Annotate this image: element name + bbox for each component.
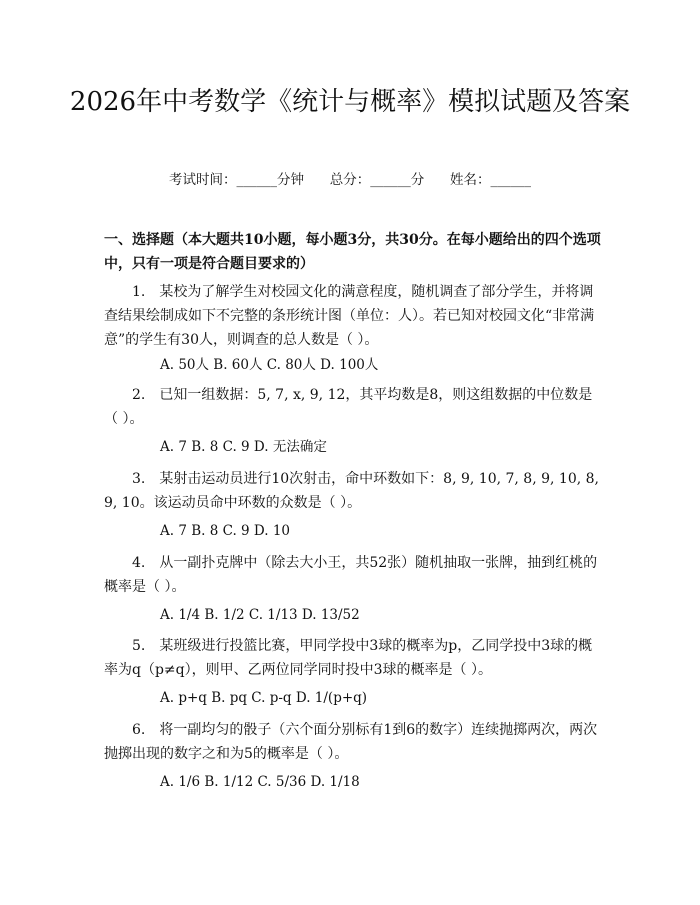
question-2-options: A. 7 B. 8 C. 9 D. 无法确定 [160,439,327,455]
question-4-stem: 4. 从一副扑克牌中（除去大小王，共52张）随机抽取一张牌，抽到红桃的概率是（ ）。 [104,555,598,595]
question-5-stem: 5. 某班级进行投篮比赛，甲同学投中3球的概率为p，乙同学投中3球的概率为q（p≠q），则甲、乙两位同学同时投中3球的概率是（ ）。 [104,638,593,678]
question-4-options: A. 1/4 B. 1/2 C. 1/13 D. 13/52 [160,607,360,623]
question-1-stem: 1. 某校为了解学生对校园文化的满意程度，随机调查了部分学生，并将调查结果绘制成如下不完整的条形统计图（单位：人）。若已知对校园文化“非常满意”的学生有30人，则调查的总人数是（ ）。 [104,284,595,348]
question-3-stem: 3. 某射击运动员进行10次射击，命中环数如下：8, 9, 10, 7, 8, 9, 10, 8, 9, 10。该运动员命中环数的众数是（ ）。 [104,471,599,511]
question-5-options: A. p+q B. pq C. p-q D. 1/(p+q) [160,690,368,706]
question-6-stem: 6. 将一副均匀的骰子（六个面分别标有1到6的数字）连续抛掷两次，两次抛掷出现的数字之和为5的概率是（ ）。 [104,722,598,762]
question-6-options: A. 1/6 B. 1/12 C. 5/36 D. 1/18 [160,774,360,790]
exam-meta-line: 考试时间：______分钟 总分：______分 姓名：______ [169,172,531,188]
question-3-options: A. 7 B. 8 C. 9 D. 10 [160,523,291,539]
document-title: 2026年中考数学《统计与概率》模拟试题及答案 [69,87,631,117]
question-2-stem: 2. 已知一组数据：5, 7, x, 9, 12，其平均数是8，则这组数据的中位数是（ ）。 [104,387,593,427]
question-1-options: A. 50人 B. 60人 C. 80人 D. 100人 [160,357,379,373]
section-heading: 一、选择题（本大题共10小题，每小题3分，共30分。在每小题给出的四个选项中，只有一项是符合题目要求的） [104,232,601,272]
